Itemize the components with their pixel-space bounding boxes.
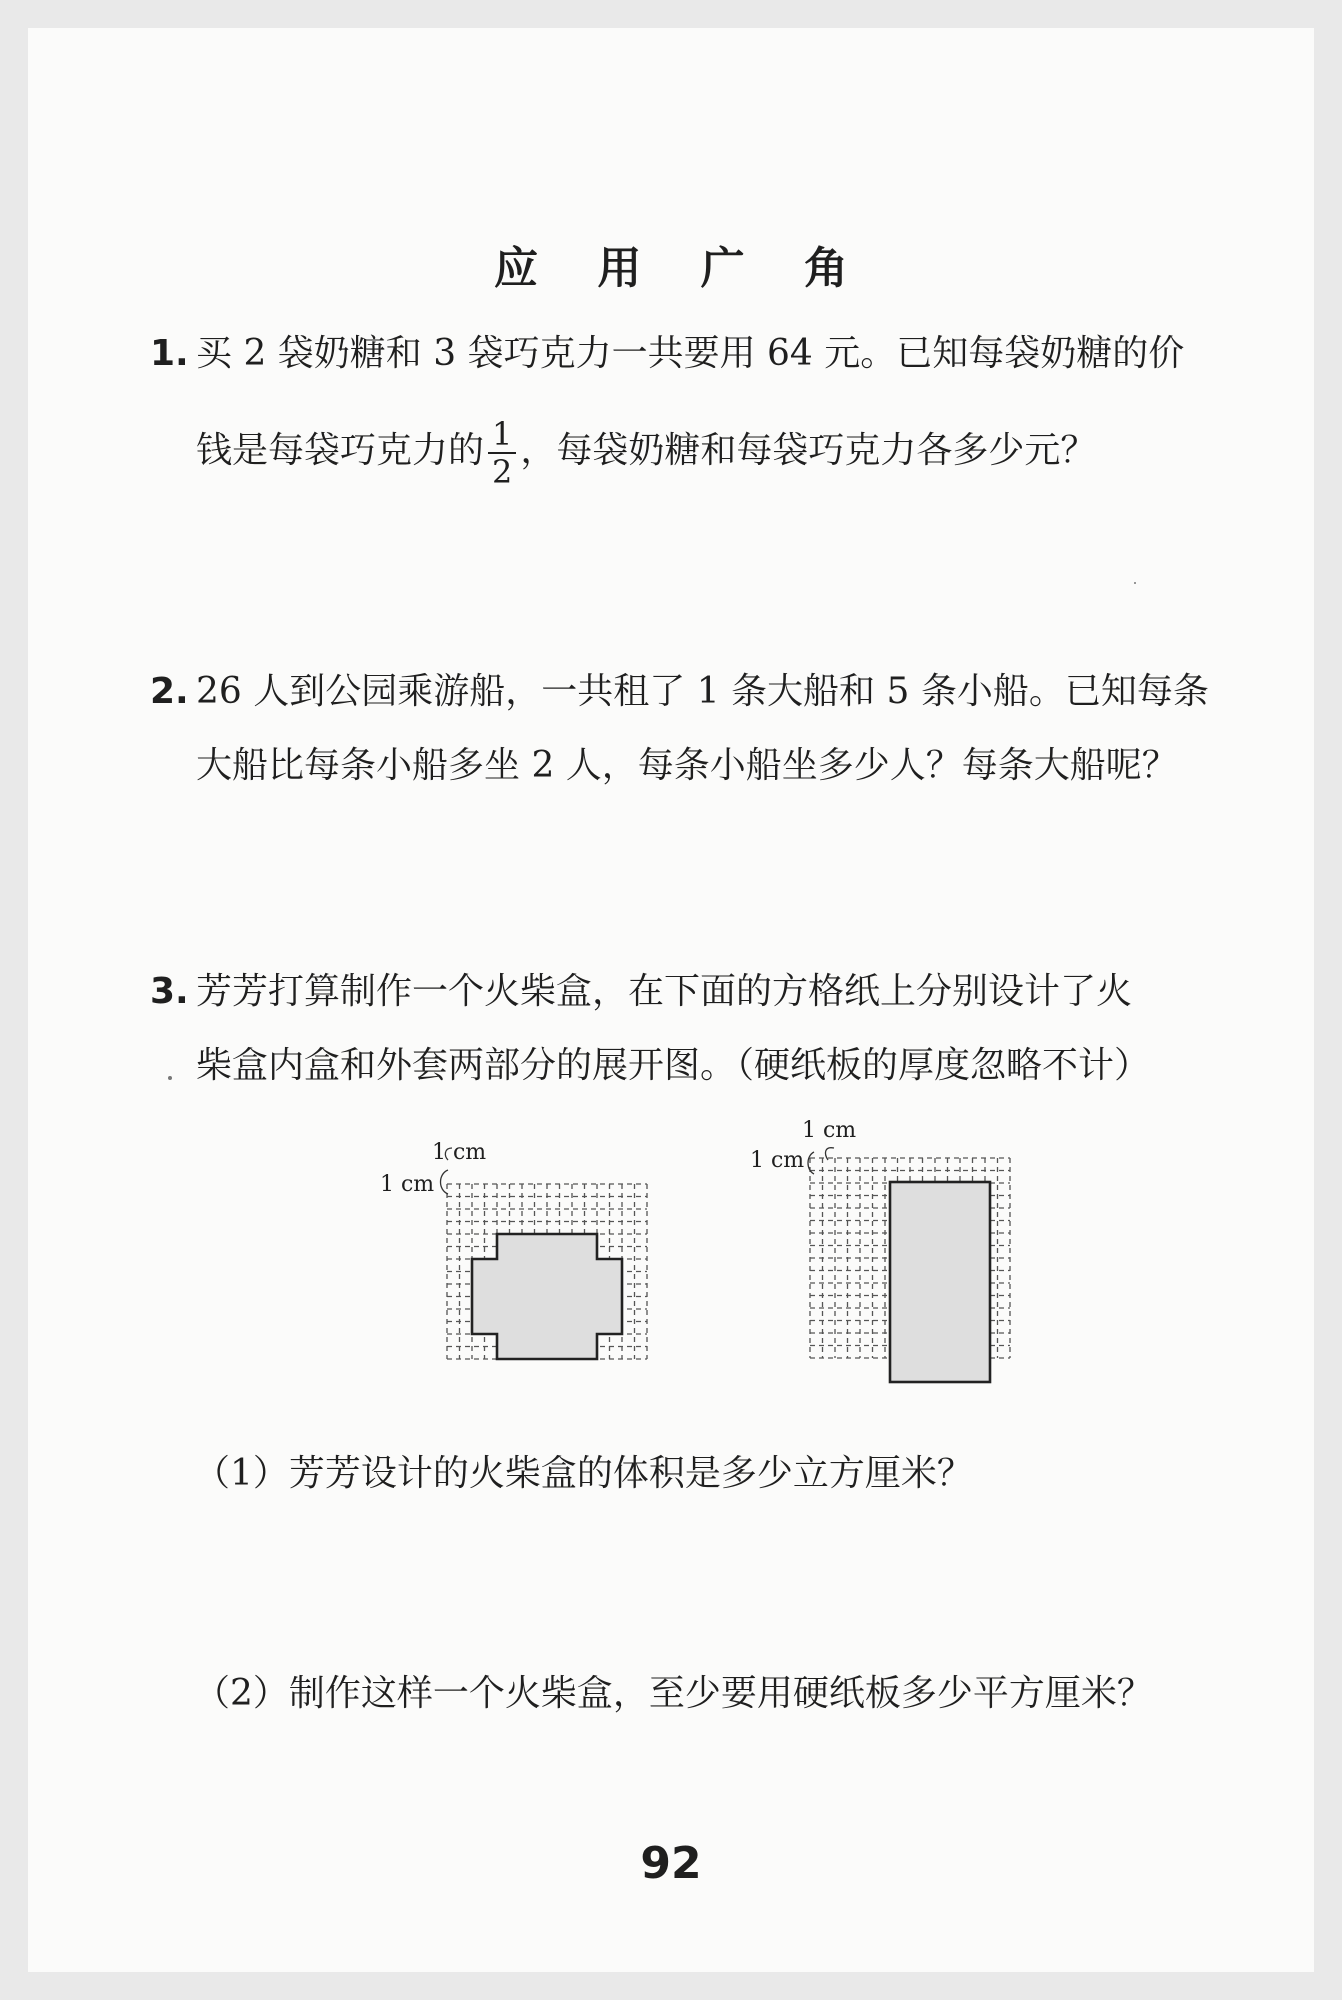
question-text: 钱是每袋巧克力的 (196, 430, 485, 471)
figure-inner-box (372, 1140, 712, 1420)
question-text-line: 柴盒内盒和外套两部分的展开图。（硬纸板的厚度忽略不计） (196, 1045, 1151, 1086)
question-1 (150, 322, 1270, 490)
brace-side (441, 1170, 449, 1194)
page-title: 应 用 广 角 (494, 243, 870, 294)
question-text: ，每袋奶糖和每袋巧克力各多少元？ (520, 430, 1097, 471)
subquestion-2: （2）制作这样一个火柴盒，至少要用硬纸板多少平方厘米？ (194, 1673, 1153, 1714)
grid-paper (372, 1140, 712, 1420)
figure-outer-sleeve (744, 1118, 1074, 1418)
question-text-line (150, 416, 1270, 490)
question-text-line: 大船比每条小船多坐 2 人，每条小船坐多少人？每条大船呢？ (196, 745, 1178, 786)
rectangle-net (890, 1182, 990, 1382)
print-speck (168, 1076, 172, 1080)
question-number: 1. (150, 333, 189, 374)
cross-shaped-net (472, 1234, 622, 1359)
grid-paper (744, 1118, 1074, 1418)
unit-label-side: 1 cm (380, 1172, 435, 1197)
subquestion-1: （1）芳芳设计的火柴盒的体积是多少立方厘米？ (194, 1453, 973, 1494)
question-number: 3. (150, 971, 189, 1012)
fraction-numerator: 1 (492, 415, 513, 453)
question-text-line: 买 2 袋奶糖和 3 袋巧克力一共要用 64 元。已知每袋奶糖的价 (196, 333, 1185, 374)
fraction-denominator: 2 (488, 452, 516, 490)
question-3 (150, 960, 1270, 1098)
fraction (488, 416, 516, 490)
unit-label-side: 1 cm (750, 1148, 805, 1173)
unit-label-top: 1 cm (432, 1140, 487, 1165)
unit-label-top: 1 cm (802, 1118, 857, 1143)
question-2 (150, 660, 1270, 798)
brace-top (445, 1148, 452, 1160)
question-number: 2. (150, 671, 189, 712)
question-text-line: 26 人到公园乘游船，一共租了 1 条大船和 5 条小船。已知每条 (196, 671, 1209, 712)
question-text-line: 芳芳打算制作一个火柴盒，在下面的方格纸上分别设计了火 (196, 971, 1133, 1012)
print-speck (1134, 582, 1136, 584)
page-number: 92 (640, 1838, 702, 1889)
